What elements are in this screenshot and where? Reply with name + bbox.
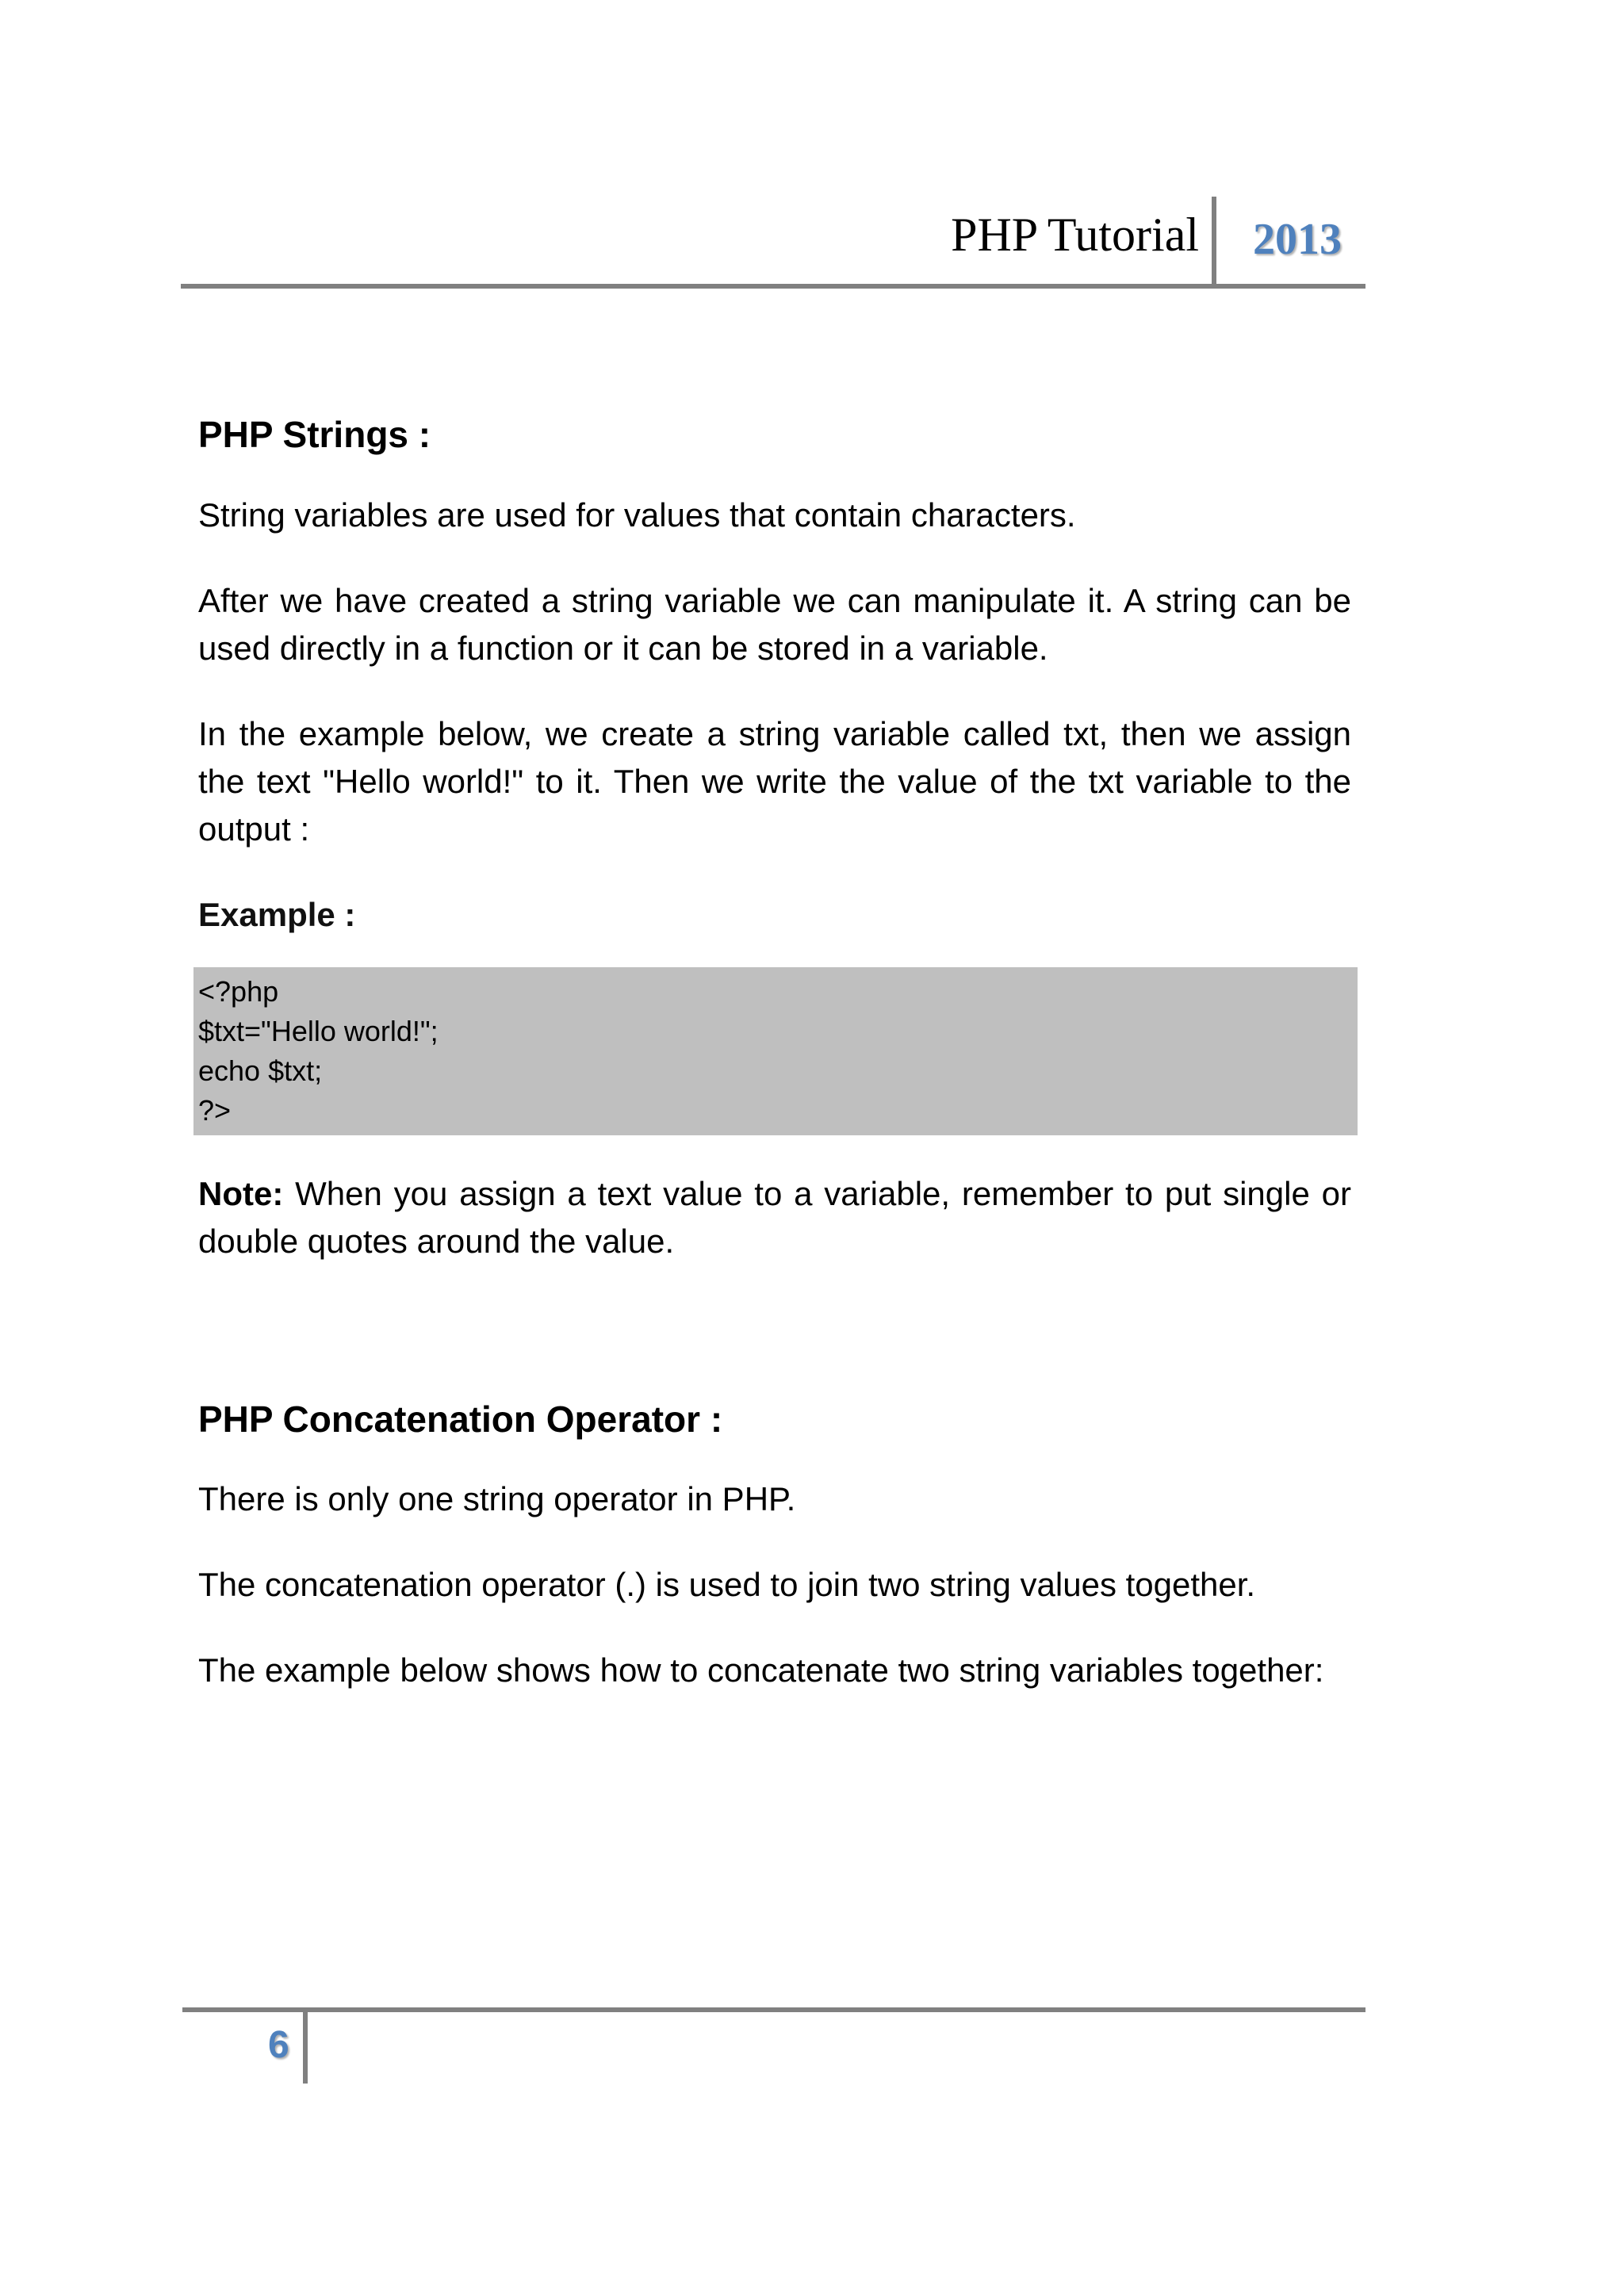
paragraph: There is only one string operator in PHP. [198, 1480, 796, 1517]
page-header [181, 197, 1365, 289]
paragraph: The concatenation operator (.) is used to join two string values together. [198, 1566, 1256, 1603]
header-rule [181, 284, 1365, 289]
page-content [198, 412, 1351, 1732]
note-paragraph [198, 1170, 1351, 1265]
paragraph: The example below shows how to concatenate two string variables together: [198, 1651, 1324, 1689]
header-year: 2013 [1253, 215, 1342, 264]
note-text: When you assign a text value to a variable, remember to put single or double quotes around the value. [198, 1174, 1351, 1260]
code-line: $txt="Hello world!"; [198, 1014, 439, 1047]
header-title: PHP Tutorial [951, 209, 1199, 261]
code-line: echo $txt; [198, 1054, 323, 1087]
paragraph: After we have created a string variable we can manipulate it. A string can be used directly in a function or it can be stored in a variable. [198, 581, 1351, 667]
page-number: 6 [268, 2024, 289, 2066]
header-divider [1212, 197, 1216, 284]
paragraph: In the example below, we create a string variable called txt, then we assign the text "Hello world!" to it. Then we write the value of the txt variable to the output : [198, 714, 1351, 848]
code-block [193, 967, 1358, 1135]
page-footer [182, 2007, 1365, 2084]
section-spacer [198, 1303, 1351, 1397]
code-line: <?php [198, 974, 279, 1008]
paragraph: String variables are used for values that contain characters. [198, 496, 1076, 534]
example-label: Example : [198, 895, 356, 933]
footer-rule [182, 2007, 1365, 2012]
code-line: ?> [198, 1093, 232, 1127]
section-heading-strings: PHP Strings : [198, 414, 431, 455]
footer-divider [303, 2007, 308, 2084]
section-heading-concatenation: PHP Concatenation Operator : [198, 1398, 723, 1440]
note-label: Note: [198, 1174, 284, 1212]
